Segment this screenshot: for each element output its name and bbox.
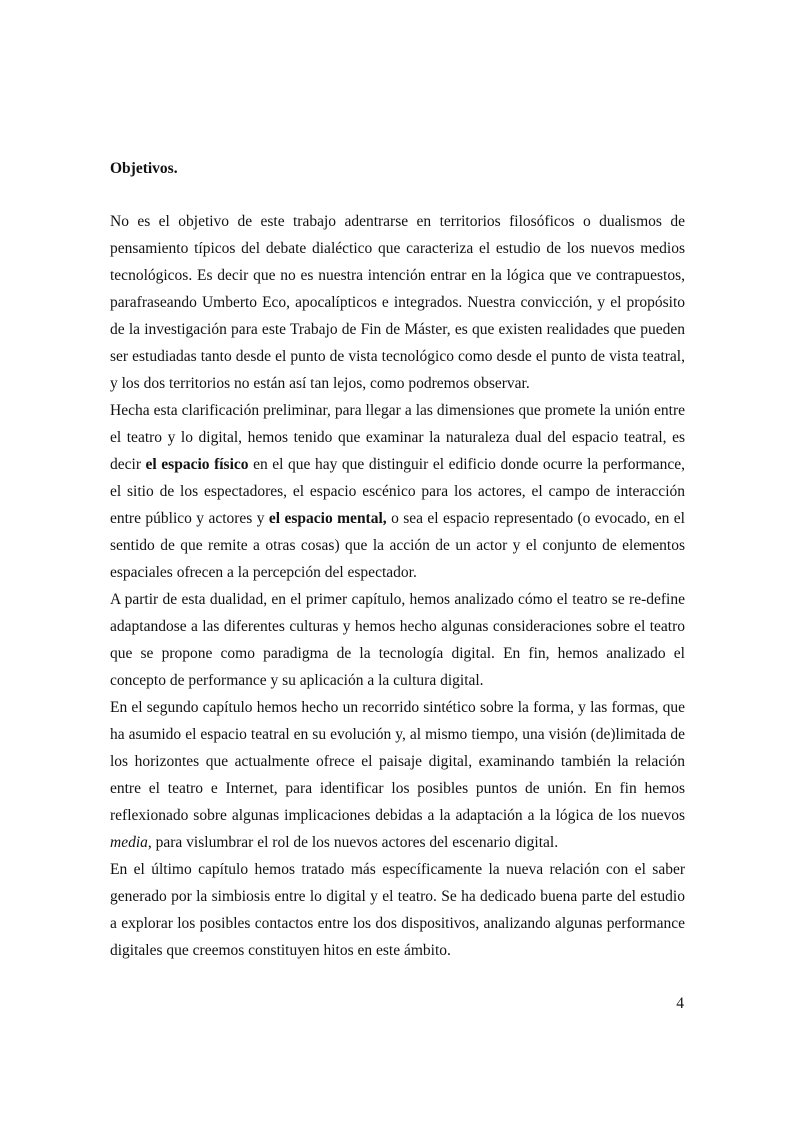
- paragraph-5: [110, 856, 685, 964]
- paragraph-text: No es el objetivo de este trabajo adentrarse en territorios filosóficos o dualismos de pensamiento típicos del debate dialéctico que caracteriza el estudio de los nuevos medios tecnológicos. Es decir que no es nuestra intención entrar en la lógica que ve contrapuestos, parafraseando Umberto Eco, apocalípticos e integrados. Nuestra convicción, y el propósito de la investigación para este Trabajo de Fin de Máster, es que existen realidades que pueden ser estudiadas tanto desde el punto de vista tecnológico como desde el punto de vista teatral, y los dos territorios no están así tan lejos, como podremos observar.: [110, 213, 685, 392]
- bold-term-physical-space: el espacio físico: [145, 456, 249, 473]
- page-number: 4: [676, 995, 684, 1012]
- body-text: [110, 208, 685, 964]
- paragraph-4: [110, 694, 685, 856]
- paragraph-text: En el segundo capítulo hemos hecho un recorrido sintético sobre la forma, y las formas, que ha asumido el espacio teatral en su evolución y, al mismo tiempo, una visión (de)limitada de los horizontes que actualmente ofrece el paisaje digital, examinando también la relación entre el teatro e Internet, para identificar los posibles puntos de unión. En fin hemos reflexionado sobre algunas implicaciones debidas a la adaptación a la lógica de los nuevos: [110, 699, 685, 824]
- paragraph-text: o sea el espacio representado (o evocado, en el sentido de que remite a otras cosas) que la acción de un actor y el conjunto de elementos espaciales ofrecen a la percepción del espectador.: [110, 510, 685, 581]
- paragraph-3: [110, 586, 685, 694]
- paragraph-2: [110, 397, 685, 586]
- paragraph-text: en el que hay que distinguir el edificio donde ocurre la performance, el sitio de los espectadores, el espacio escénico para los actores, el campo de interacción entre público y actores y: [110, 456, 685, 527]
- paragraph-text: , para vislumbrar el rol de los nuevos actores del escenario digital.: [147, 834, 559, 851]
- paragraph-text: Hecha esta clarificación preliminar, para llegar a las dimensiones que promete la unión entre el teatro y lo digital, hemos tenido que examinar la naturaleza dual del espacio teatral, es decir: [110, 402, 685, 473]
- italic-term-media: media: [110, 834, 148, 851]
- paragraph-1: [110, 208, 685, 397]
- bold-term-mental-space: el espacio mental,: [268, 510, 387, 527]
- section-heading: Objetivos.: [110, 160, 178, 177]
- paragraph-text: En el último capítulo hemos tratado más específicamente la nueva relación con el saber generado por la simbiosis entre lo digital y el teatro. Se ha dedicado buena parte del estudio a explorar los posibles contactos entre los dos dispositivos, analizando algunas performance digitales que creemos constituyen hitos en este ámbito.: [110, 861, 685, 959]
- paragraph-text: A partir de esta dualidad, en el primer capítulo, hemos analizado cómo el teatro se re-define adaptandose a las diferentes culturas y hemos hecho algunas consideraciones sobre el teatro que se propone como paradigma de la tecnología digital. En fin, hemos analizado el concepto de performance y su aplicación a la cultura digital.: [110, 591, 685, 689]
